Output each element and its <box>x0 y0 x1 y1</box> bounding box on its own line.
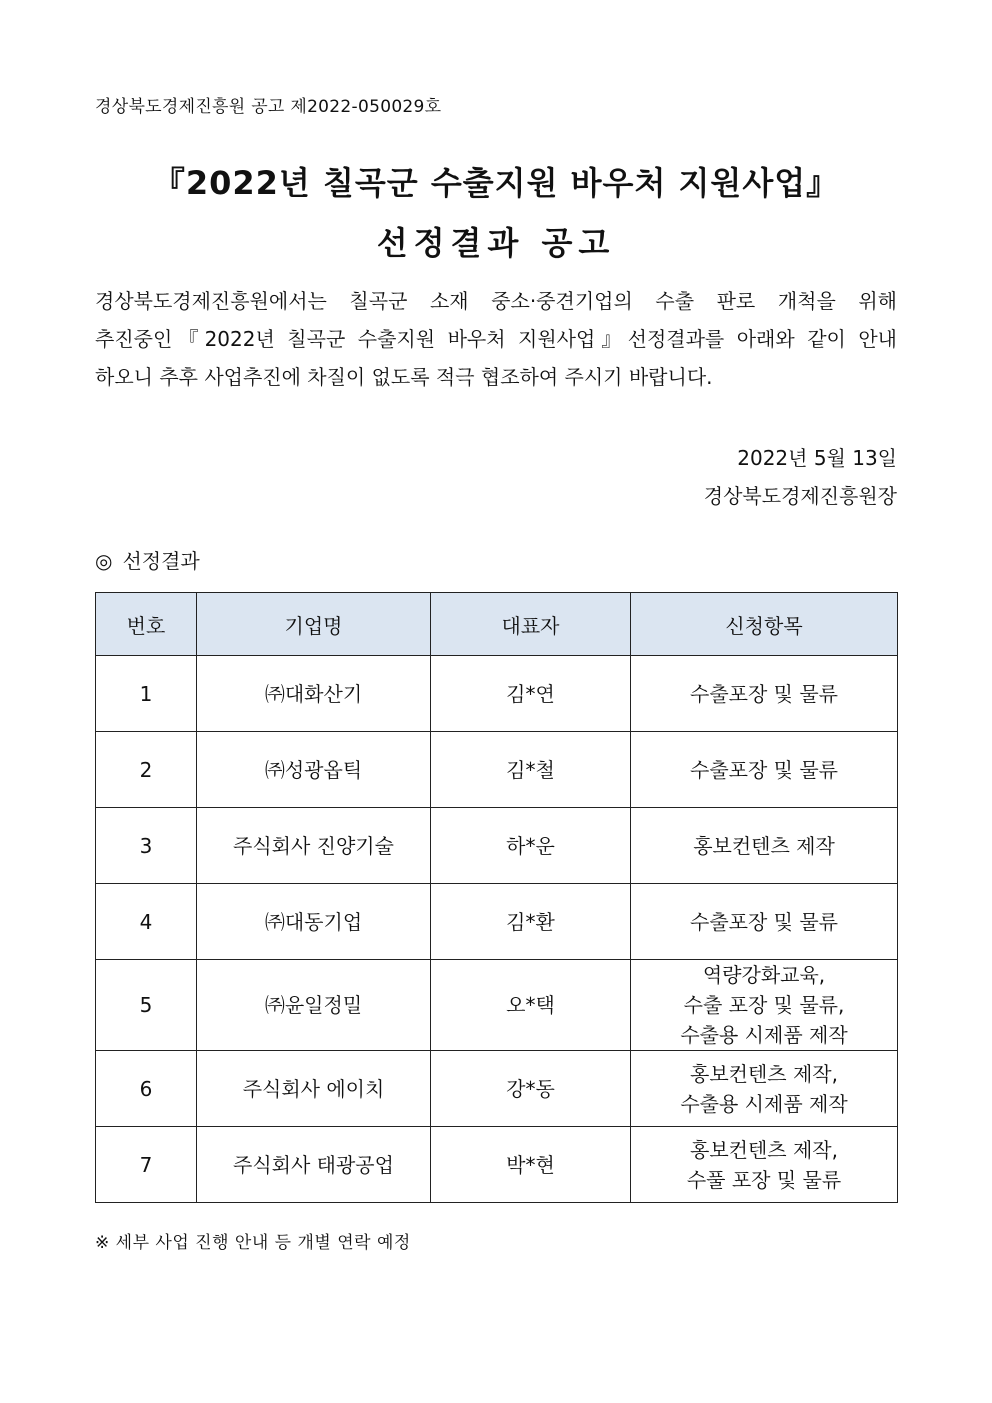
cell-items <box>631 808 898 884</box>
item-line: 홍보컨텐츠 제작, <box>690 1137 838 1162</box>
cell-representative: 박*현 <box>431 1127 631 1203</box>
cell-representative: 하*운 <box>431 808 631 884</box>
section-title: 선정결과 <box>122 549 200 573</box>
table-row <box>96 1051 898 1127</box>
item-line: 수출용 시제품 제작 <box>680 1091 848 1116</box>
cell-number: 5 <box>96 960 197 1051</box>
cell-items <box>631 1051 898 1127</box>
cell-representative: 강*동 <box>431 1051 631 1127</box>
item-line: 수출 포장 및 물류, <box>683 993 845 1017</box>
cell-number: 7 <box>96 1127 197 1203</box>
table-row <box>96 960 898 1051</box>
item-line: 수출포장 및 물류 <box>690 681 838 706</box>
cell-number: 2 <box>96 732 197 808</box>
table-row <box>96 808 898 884</box>
table-row <box>96 884 898 960</box>
body-line: 추진중인『2022년 칠곡군 수출지원 바우처 지원사업』선정결과를 아래와 같이 안내 <box>95 327 897 351</box>
cell-number: 1 <box>96 656 197 732</box>
cell-representative: 김*철 <box>431 732 631 808</box>
notice-number: 경상북도경제진흥원 공고 제2022-050029호 <box>95 97 442 117</box>
announcement-body <box>95 282 897 396</box>
section-heading <box>95 545 200 574</box>
announcement-date: 2022년 5월 13일 <box>737 446 897 470</box>
cell-number: 3 <box>96 808 197 884</box>
item-line: 홍보컨텐츠 제작, <box>690 1061 838 1086</box>
footnote: ※ 세부 사업 진행 안내 등 개별 연락 예정 <box>95 1233 411 1253</box>
cell-company: ㈜윤일정밀 <box>197 960 431 1051</box>
table-row <box>96 1127 898 1203</box>
item-line: 수출포장 및 물류 <box>690 909 838 934</box>
cell-company: 주식회사 태광공업 <box>197 1127 431 1203</box>
cell-representative: 오*택 <box>431 960 631 1051</box>
cell-company: ㈜대화산기 <box>197 656 431 732</box>
signer: 경상북도경제진흥원장 <box>703 484 897 508</box>
body-line: 하오니 추후 사업추진에 차질이 없도록 적극 협조하여 주시기 바랍니다. <box>95 365 713 389</box>
item-line: 수풀 포장 및 물류 <box>686 1167 842 1192</box>
cell-number: 6 <box>96 1051 197 1127</box>
cell-company: ㈜대동기업 <box>197 884 431 960</box>
header-company: 기업명 <box>197 593 431 656</box>
double-circle-icon: ◎ <box>95 549 113 573</box>
selection-results-table <box>95 592 898 1203</box>
cell-items <box>631 656 898 732</box>
item-line: 역량강화교육, <box>702 963 826 987</box>
cell-items <box>631 960 898 1051</box>
header-representative: 대표자 <box>431 593 631 656</box>
cell-company: 주식회사 에이치 <box>197 1051 431 1127</box>
cell-items <box>631 884 898 960</box>
header-items: 신청항목 <box>631 593 898 656</box>
cell-number: 4 <box>96 884 197 960</box>
item-line: 수출용 시제품 제작 <box>680 1023 848 1047</box>
cell-representative: 김*환 <box>431 884 631 960</box>
cell-company: 주식회사 진양기술 <box>197 808 431 884</box>
table-row <box>96 656 898 732</box>
page-title: 『2022년 칠곡군 수출지원 바우처 지원사업』 <box>152 164 840 202</box>
body-line: 경상북도경제진흥원에서는 칠곡군 소재 중소·중견기업의 수출 판로 개척을 위해 <box>95 289 897 313</box>
table-header-row <box>96 593 898 656</box>
item-line: 홍보컨텐츠 제작 <box>693 833 835 858</box>
table-row <box>96 732 898 808</box>
item-line: 수출포장 및 물류 <box>690 757 838 782</box>
cell-company: ㈜성광옵틱 <box>197 732 431 808</box>
cell-items <box>631 1127 898 1203</box>
cell-items <box>631 732 898 808</box>
cell-representative: 김*연 <box>431 656 631 732</box>
page-subtitle: 선정결과 공고 <box>376 224 616 262</box>
header-number: 번호 <box>96 593 197 656</box>
